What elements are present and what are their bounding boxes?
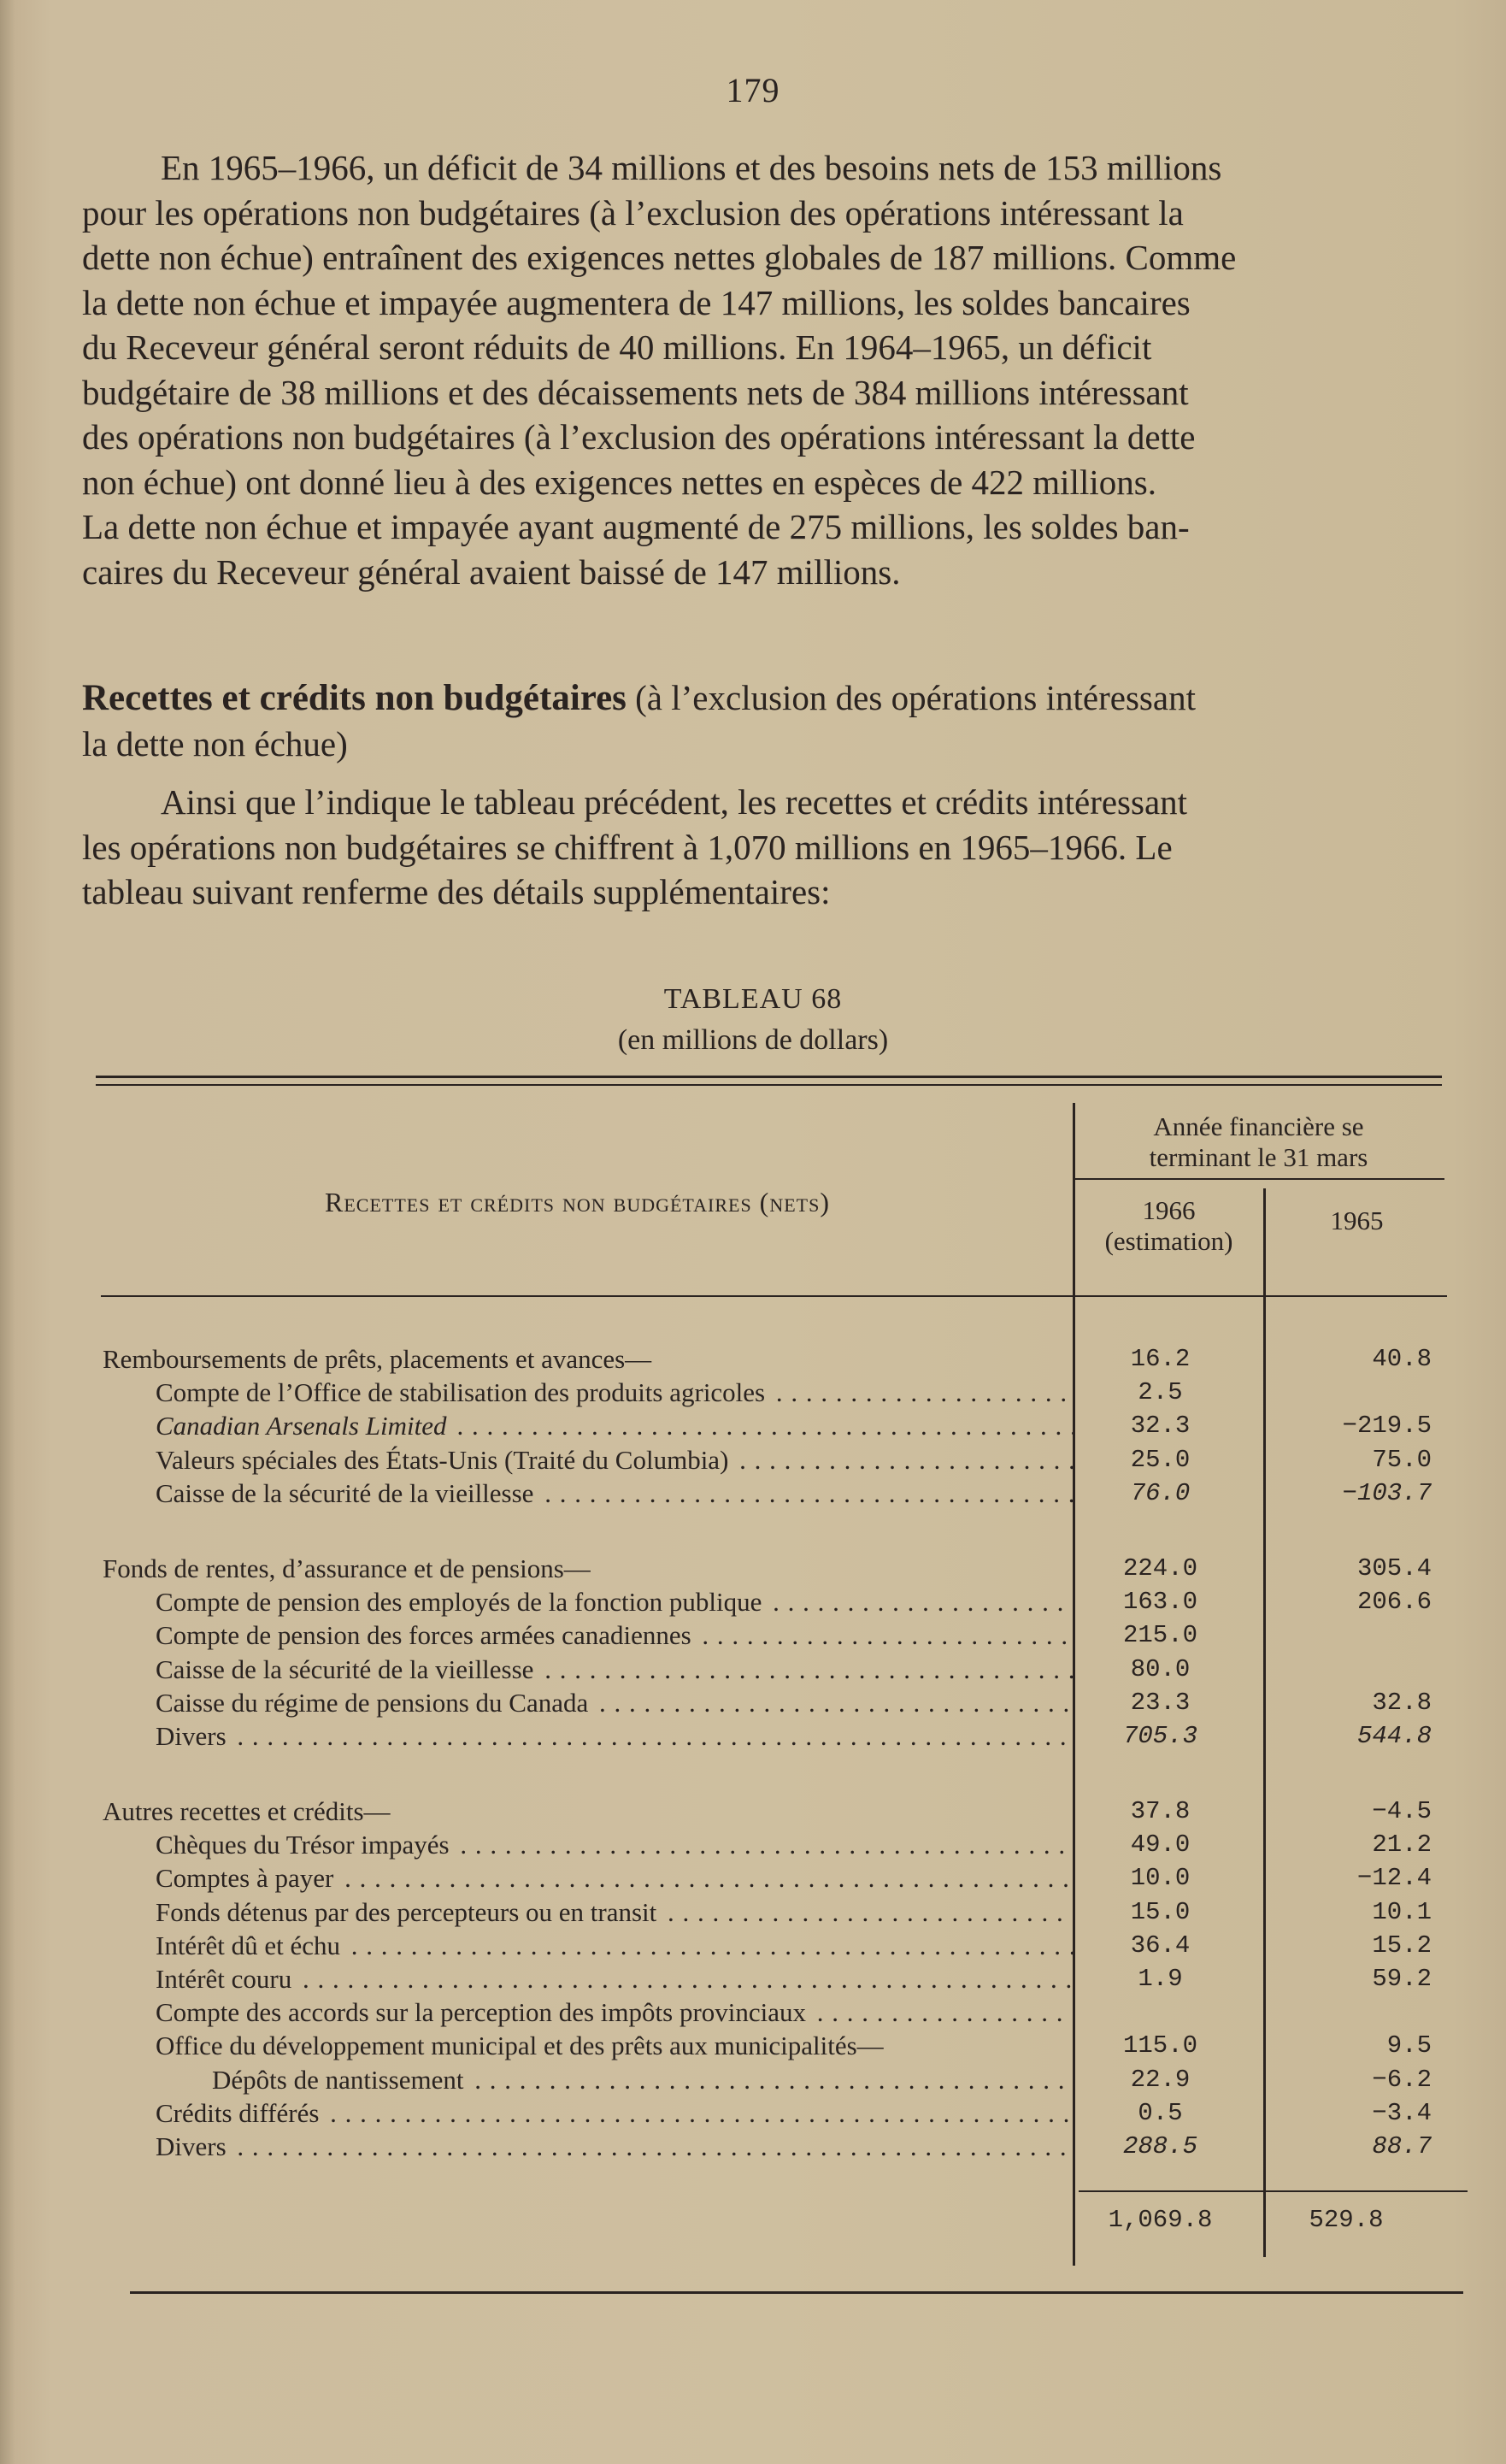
header-bottom-rule <box>101 1295 1447 1297</box>
row-label: Caisse de la sécurité de la vieillesse . . . <box>156 1653 1073 1686</box>
value-1965: 9.5 <box>1386 2031 1432 2060</box>
intro-paragraph <box>82 145 1424 594</box>
row-label: Dépôts de nantissement . . . <box>212 2063 1073 2096</box>
value-1965: −4.5 <box>1372 1797 1432 1826</box>
value-1965: 206.6 <box>1356 1588 1432 1617</box>
value-1965: 32.8 <box>1372 1688 1432 1717</box>
fiscal-year-header <box>1068 1111 1449 1173</box>
table-row-group-title <box>103 1795 1487 1828</box>
table-title: TABLEAU 68 <box>663 983 843 1015</box>
table-row <box>103 1653 1487 1686</box>
paragraph-line: tableau suivant renferme des détails supplémentaires: <box>82 872 831 911</box>
paragraph-line: des opérations non budgétaires (à l’exclusion des opérations intéressant la dette <box>82 417 1196 457</box>
value-1966: 10.0 <box>1130 1864 1191 1893</box>
fiscal-year-header-line2: terminant le 31 mars <box>1149 1142 1368 1172</box>
row-label: Caisse du régime de pensions du Canada . . . <box>156 1686 1073 1719</box>
grand-total-1965: 529.8 <box>1309 2206 1384 2234</box>
column-header-1966-year: 1966 <box>1142 1195 1196 1225</box>
paragraph-line: La dette non échue et impayée ayant augmenté de 275 millions, les soldes ban- <box>82 507 1190 546</box>
paragraph-line: du Receveur général seront réduits de 40 millions. En 1964–1965, un déficit <box>82 327 1152 367</box>
value-1965: −219.5 <box>1342 1412 1432 1441</box>
row-label: Compte des accords sur la perception des impôts provinciaux . . . <box>156 1995 1073 2029</box>
row-label: Compte de pension des employés de la fonction publique . . . <box>156 1585 1073 1618</box>
table-top-rule-2 <box>96 1084 1442 1086</box>
row-label: Intérêt couru . . . <box>156 1962 1073 1995</box>
row-label: Canadian Arsenals Limited . . . <box>156 1409 1073 1442</box>
section-body <box>82 780 1424 915</box>
row-label: Chèques du Trésor impayés . . . <box>156 1828 1073 1861</box>
value-1966: 1.9 <box>1138 1965 1183 1993</box>
table-row <box>103 1443 1487 1477</box>
grand-total-1966: 1,069.8 <box>1108 2206 1213 2234</box>
row-label: Fonds de rentes, d’assurance et de pensions— <box>103 1553 591 1583</box>
table-body <box>103 1342 1487 2163</box>
fiscal-year-header-line1: Année financière se <box>1153 1111 1364 1141</box>
value-1965: 10.1 <box>1372 1897 1432 1926</box>
row-label: Compte de l’Office de stabilisation des produits agricoles . . . <box>156 1376 1073 1409</box>
total-rule <box>1079 2190 1468 2192</box>
table-bottom-rule <box>130 2291 1463 2294</box>
stub-column-header: Recettes et crédits non budgétaires (nets) <box>325 1187 830 1217</box>
section-heading-qualifier: (à l’exclusion des opérations intéressant <box>635 678 1196 717</box>
column-header-1965: 1965 <box>1330 1205 1384 1235</box>
value-1965: 40.8 <box>1372 1345 1432 1373</box>
table-row <box>103 2029 1487 2062</box>
row-label: Valeurs spéciales des États-Unis (Traité du Columbia) . . . <box>156 1443 1073 1477</box>
value-1966: 115.0 <box>1122 2031 1197 2060</box>
value-1966: 163.0 <box>1122 1588 1197 1617</box>
paragraph-line: pour les opérations non budgétaires (à l’exclusion des opérations intéressant la <box>82 192 1184 233</box>
value-1966: 224.0 <box>1122 1553 1197 1583</box>
table-row <box>103 1376 1487 1409</box>
value-1966: 0.5 <box>1138 2098 1183 2127</box>
row-label: Remboursements de prêts, placements et avances— <box>103 1344 652 1374</box>
table-row <box>103 1719 1487 1753</box>
subtotal-1966: 288.5 <box>1122 2131 1197 2160</box>
row-label: Autres recettes et crédits— <box>103 1796 391 1827</box>
table-row <box>103 1929 1487 1962</box>
table-row <box>103 1828 1487 1861</box>
table-row <box>103 1477 1487 1510</box>
paragraph-line: la dette non échue et impayée augmentera de 147 millions, les soldes bancaires <box>82 282 1191 322</box>
value-1965: 59.2 <box>1372 1965 1432 1993</box>
value-1965: 75.0 <box>1372 1445 1432 1474</box>
table-row <box>103 2063 1487 2096</box>
table-row <box>103 1409 1487 1442</box>
paragraph-line: budgétaire de 38 millions et des décaissements nets de 384 millions intéressant <box>82 372 1189 412</box>
row-label: Divers . . . <box>156 2130 1073 2163</box>
value-1966: 22.9 <box>1130 2065 1191 2094</box>
value-1966: 2.5 <box>1138 1378 1183 1407</box>
subtotal-1966: 705.3 <box>1122 1721 1197 1750</box>
table-row <box>103 1995 1487 2029</box>
table-top-rule <box>96 1076 1442 1078</box>
row-label: Fonds détenus par des percepteurs ou en transit . . . <box>156 1895 1073 1929</box>
section-heading-line2: la dette non échue) <box>82 723 348 763</box>
table-row <box>103 1585 1487 1618</box>
page-number: 179 <box>726 71 780 109</box>
paragraph-line: dette non échue) entraînent des exigences nettes globales de 187 millions. Comme <box>82 238 1237 277</box>
row-label: Caisse de la sécurité de la vieillesse . . . <box>156 1477 1073 1510</box>
table-row <box>103 1861 1487 1895</box>
row-label: Divers . . . <box>156 1719 1073 1753</box>
table-subtitle: (en millions de dollars) <box>617 1024 889 1056</box>
row-label: Intérêt dû et échu . . . <box>156 1929 1073 1962</box>
subtotal-1966: 76.0 <box>1130 1478 1191 1507</box>
column-header-1966-note: (estimation) <box>1104 1226 1233 1256</box>
value-1966: 15.0 <box>1130 1897 1191 1926</box>
section-heading-title: Recettes et crédits non budgétaires <box>82 678 627 718</box>
paragraph-line: Ainsi que l’indique le tableau précédent, les recettes et crédits intéressant <box>161 782 1188 822</box>
value-1966: 32.3 <box>1130 1412 1191 1441</box>
value-1965: −12.4 <box>1356 1864 1432 1893</box>
value-1965: −6.2 <box>1372 2065 1432 2094</box>
table-row <box>103 2096 1487 2130</box>
table-row <box>103 1618 1487 1652</box>
table-row <box>103 2130 1487 2163</box>
value-1966: 215.0 <box>1122 1621 1197 1650</box>
paragraph-line: non échue) ont donné lieu à des exigences nettes en espèces de 422 millions. <box>82 462 1156 502</box>
value-1966: 80.0 <box>1130 1654 1191 1683</box>
value-1966: 16.2 <box>1130 1345 1191 1373</box>
row-label: Crédits différés . . . <box>156 2096 1073 2130</box>
row-label: Compte de pension des forces armées canadiennes . . . <box>156 1618 1073 1652</box>
value-1965: 21.2 <box>1372 1830 1432 1860</box>
value-1965: 305.4 <box>1356 1553 1432 1583</box>
value-1965: 15.2 <box>1372 1931 1432 1960</box>
subtotal-1965: −103.7 <box>1342 1478 1432 1507</box>
value-1965: −3.4 <box>1372 2098 1432 2127</box>
value-1966: 25.0 <box>1130 1445 1191 1474</box>
value-1966: 23.3 <box>1130 1688 1191 1717</box>
table-row-group-title <box>103 1342 1487 1376</box>
table-row <box>103 1686 1487 1719</box>
paragraph-line: En 1965–1966, un déficit de 34 millions et des besoins nets de 153 millions <box>161 148 1222 187</box>
table-row <box>103 1962 1487 1995</box>
section-heading <box>82 675 1424 766</box>
subtotal-1965: 88.7 <box>1372 2131 1432 2160</box>
table-row <box>103 1895 1487 1929</box>
row-label: Comptes à payer . . . <box>156 1861 1073 1895</box>
value-1966: 37.8 <box>1130 1797 1191 1826</box>
subtotal-1965: 544.8 <box>1356 1721 1432 1750</box>
table-row-group-title <box>103 1552 1487 1585</box>
column-header-1966 <box>1077 1195 1261 1257</box>
value-1966: 36.4 <box>1130 1931 1191 1960</box>
group-header-rule <box>1073 1178 1444 1180</box>
paragraph-line: les opérations non budgétaires se chiffrent à 1,070 millions en 1965–1966. Le <box>82 827 1173 867</box>
paragraph-line: caires du Receveur général avaient baissé de 147 millions. <box>82 551 901 592</box>
row-label: Office du développement municipal et des prêts aux municipalités— <box>156 2031 884 2061</box>
value-1966: 49.0 <box>1130 1830 1191 1860</box>
